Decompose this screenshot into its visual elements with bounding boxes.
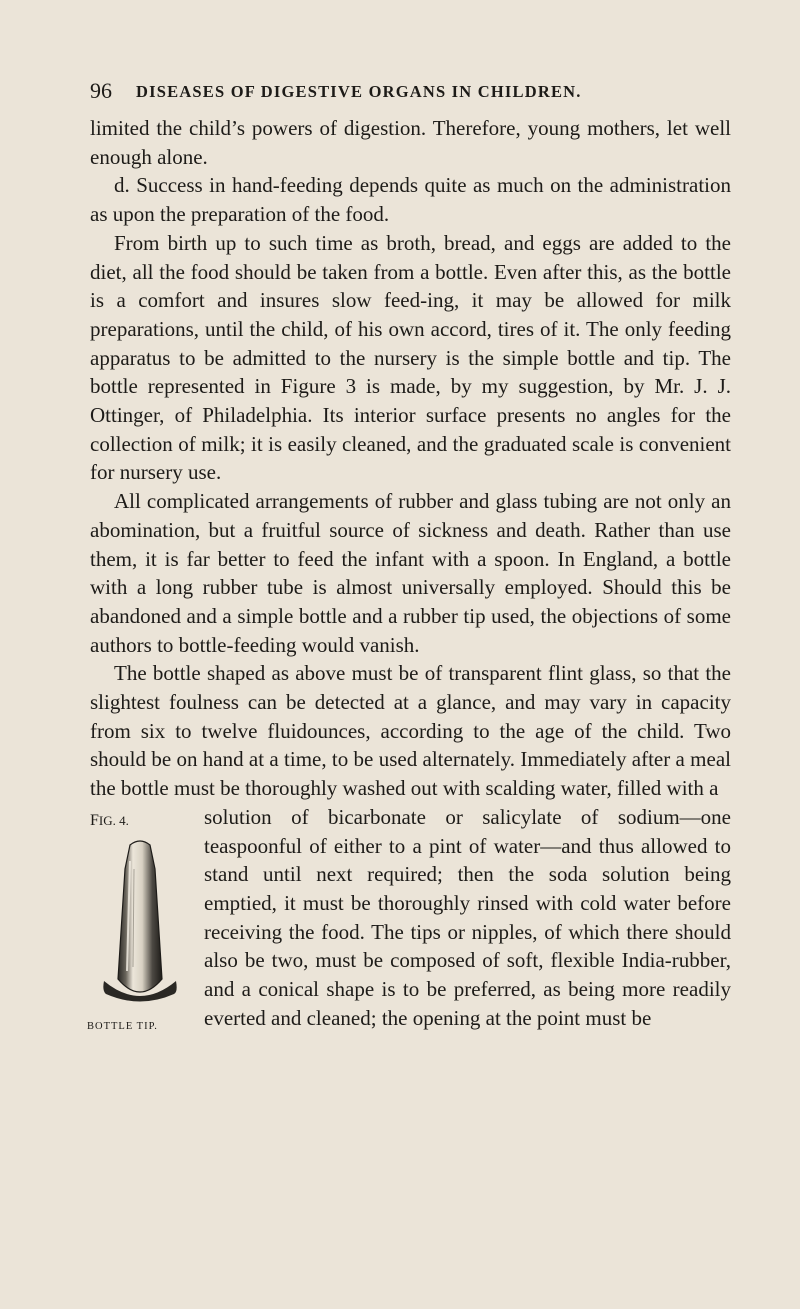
running-title: DISEASES OF DIGESTIVE ORGANS IN CHILDREN. [136, 82, 582, 101]
paragraph: The bottle shaped as above must be of transparent flint glass, so that the slightest foulness can be detected at a glance, and may vary in capacity from six to twelve fluidounces, according to the age of the child. Two should be on hand at a time, to be used alternately. Immediately after a meal the bottle must be thoroughly washed out with scalding water, filled with a [90, 661, 731, 801]
figure-bottle-tip [84, 803, 196, 1041]
figure-caption: BOTTLE TIP. [87, 1020, 158, 1032]
page-number: 96 [90, 78, 112, 103]
bottle-tip-illustration [96, 839, 184, 1009]
figure-label-initial: F [90, 811, 99, 829]
paragraph: All complicated arrangements of rubber and glass tubing are not only an abomination, but a fruitful source of sickness and death. Rather than use them, it is far better to feed the infant with a spoon. In England, a bottle with a long rubber tube is almost universally employed. Should this be abandoned and a simple bottle and a rubber tip used, the objections of some authors to bottle-feeding would vanish. [90, 489, 731, 657]
paragraph: From birth up to such time as broth, bread, and eggs are added to the diet, all the food should be taken from a bottle. Even after this, as the bottle is a comfort and insures slow feed-ing, it may be allowed for milk preparations, until the child, of his own accord, tires of it. The only feeding apparatus to be admitted to the nursery is the simple bottle and tip. The bottle represented in Figure 3 is made, by my suggestion, by Mr. J. J. Ottinger, of Philadelphia. Its interior surface presents no angles for the collection of milk; it is easily cleaned, and the graduated scale is convenient for nursery use. [90, 230, 731, 485]
figure-label-rest: IG. 4. [98, 812, 129, 828]
body-text [87, 114, 731, 1041]
running-header [90, 76, 730, 106]
paragraph: d. Success in hand-feeding depends quite as much on the administration as upon the preparation of the food. [90, 173, 731, 227]
figure-label [90, 807, 129, 836]
paragraph: limited the child’s powers of digestion. Therefore, young mothers, let well enough alone. [90, 116, 731, 169]
paragraph: solution of bicarbonate or salicylate of sodium—one teaspoonful of either to a pint of water—and thus allowed to stand until next required; then the soda solution being emptied, it must be thoroughly rinsed with cold water before receiving the food. The tips or nipples, of which there should also be two, must be composed of soft, flexible India-rubber, and a conical shape is to be preferred, as being more readily everted and cleaned; the opening at the point must be [204, 804, 731, 1030]
